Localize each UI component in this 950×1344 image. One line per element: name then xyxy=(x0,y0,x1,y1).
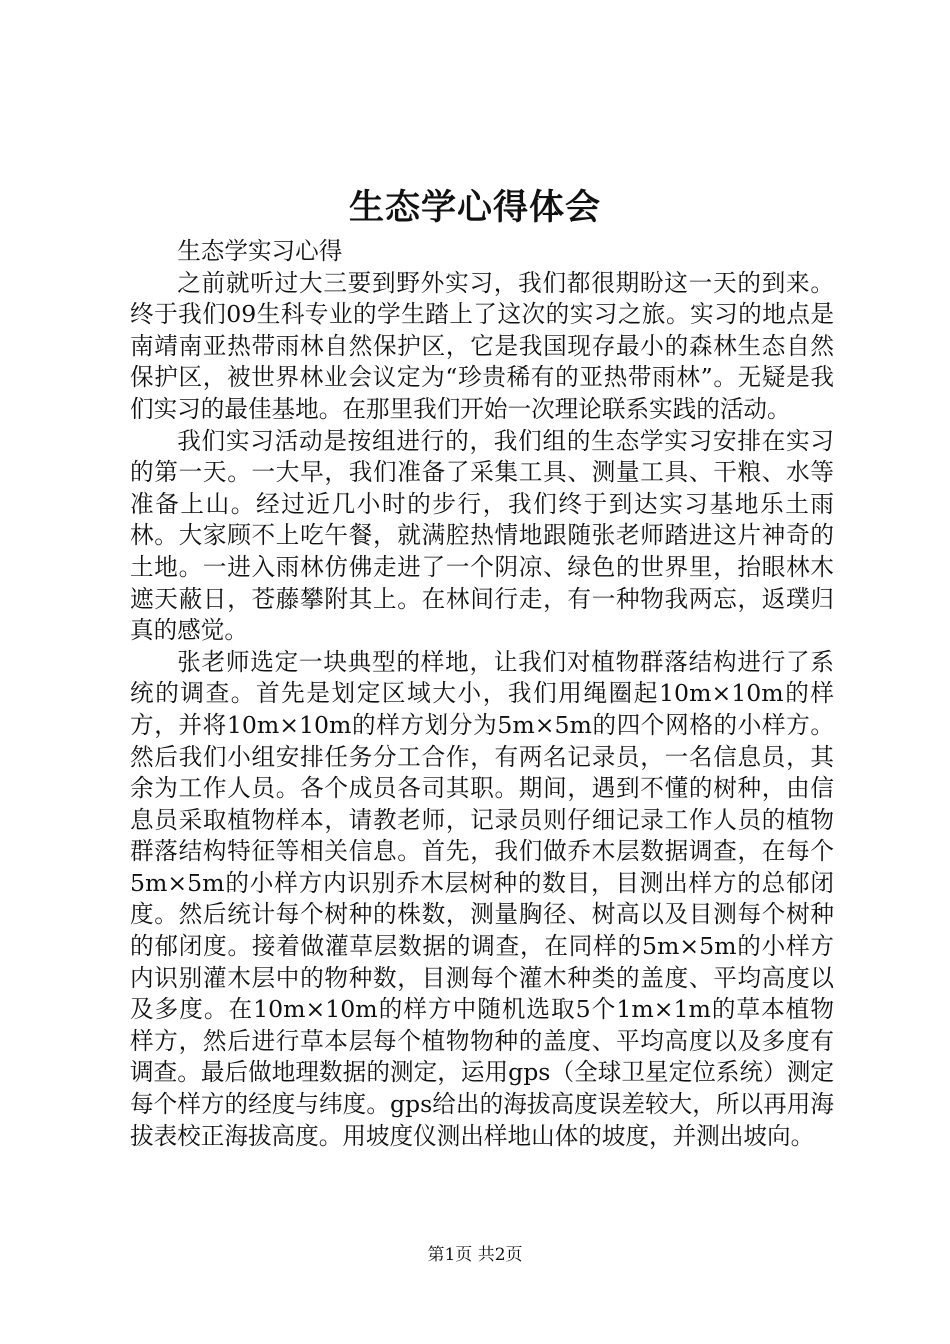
document-body xyxy=(130,236,834,1152)
paragraph-3: 张老师选定一块典型的样地，让我们对植物群落结构进行了系统的调查。首先是划定区域大小，我们用绳圈起10m×10m的样方，并将10m×10m的样方划分为5m×5m的四个网格的小样方。然后我们小组安排任务分工合作，有两名记录员，一名信息员，其余为工作人员。各个成员各司其职。期间，遇到不懂的树种，由信息员采取植物样本，请教老师，记录员则仔细记录工作人员的植物群落结构特征等相关信息。首先，我们做乔木层数据调查，在每个5m×5m的小样方内识别乔木层树种的数目，目测出样方的总郁闭度。然后统计每个树种的株数，测量胸径、树高以及目测每个树种的郁闭度。接着做灌草层数据的调查，在同样的5m×5m的小样方内识别灌木层中的物种数，目测每个灌木种类的盖度、平均高度以及多度。在10m×10m的样方中随机选取5个1m×1m的草本植物样方，然后进行草本层每个植物物种的盖度、平均高度以及多度有调查。最后做地理数据的测定，运用gps（全球卫星定位系统）测定每个样方的经度与纬度。gps给出的海拔高度误差较大，所以再用海拔表校正海拔高度。用坡度仪测出样地山体的坡度，并测出坡向。 xyxy=(130,647,834,1150)
paragraph-2: 我们实习活动是按组进行的，我们组的生态学实习安排在实习的第一天。一大早，我们准备了采集工具、测量工具、干粮、水等准备上山。经过近几小时的步行，我们终于到达实习基地乐土雨林。大家顾不上吃午餐，就满腔热情地跟随张老师踏进这片神奇的土地。一进入雨林仿佛走进了一个阴凉、绿色的世界里，抬眼林木遮天蔽日，苍藤攀附其上。在林间行走，有一种物我两忘，返璞归真的感觉。 xyxy=(130,426,834,645)
document-title: 生态学心得体会 xyxy=(348,187,601,228)
paragraph-1: 之前就听过大三要到野外实习，我们都很期盼这一天的到来。终于我们09生科专业的学生踏上了这次的实习之旅。实习的地点是南靖南亚热带雨林自然保护区，它是我国现存最小的森林生态自然保护区，被世界林业会议定为“珍贵稀有的亚热带雨林”。无疑是我们实习的最佳基地。在那里我们开始一次理论联系实践的活动。 xyxy=(130,268,834,423)
paragraph-subtitle: 生态学实习心得 xyxy=(177,237,343,265)
page-number-footer: 第1页 共2页 xyxy=(427,1245,523,1265)
